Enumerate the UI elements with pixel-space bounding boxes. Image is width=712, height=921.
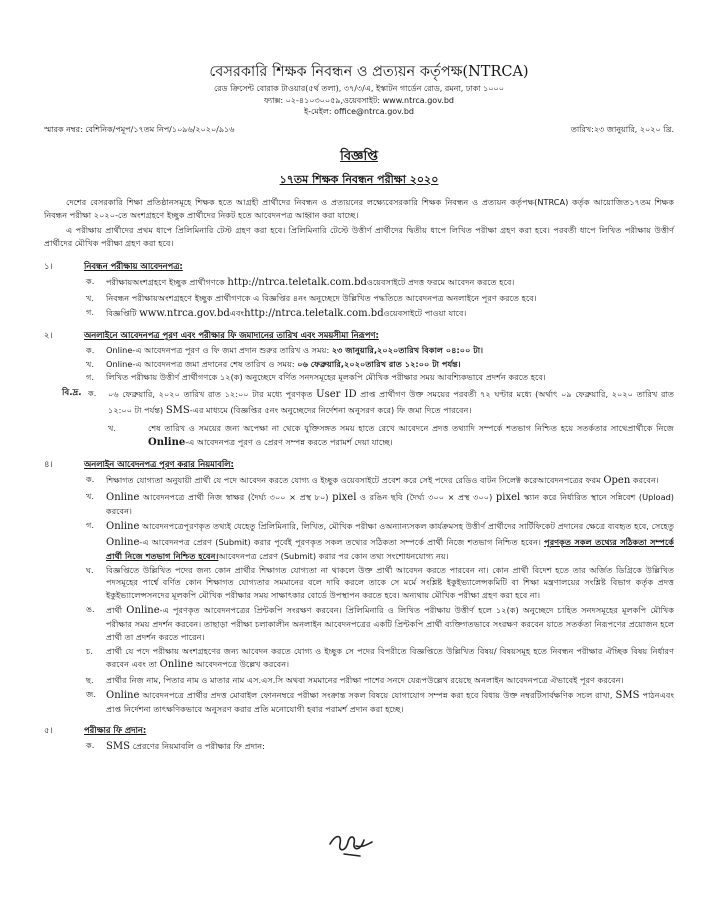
teletalk-link[interactable]: http://ntrca.teletalk.com.bd <box>227 277 367 289</box>
start-date: ২৩ জানুয়ারি,২০২০তারিখ বিকাল ০৪:০০ টা। <box>331 345 484 355</box>
memo-date: তারিখ:২৩ জানুয়ারি, ২০২০ খ্রি. <box>570 124 674 134</box>
section-number: ৪। <box>44 459 53 470</box>
notice-title: বিজ্ঞপ্তি <box>340 148 378 164</box>
section-heading: অনলাইন আবেদনপত্র পূরণ করার নিয়মাবলি: <box>84 459 234 470</box>
organization-name: বেসরকারি শিক্ষক নিবন্ধন ও প্রত্যয়ন কর্তৃপক্ষ(NTRCA) <box>209 64 529 80</box>
list-item: চ. প্রার্থী যে পদে পরীক্ষায় অংশগ্রহণের জন্য আবেদন করতে যোগ্য ও ইচ্ছুক সে পদের বিপরীতে বিজ্ঞপ্তিতে উল্লিখিত বিষয়/ বিষয়সমূহ হতে নিবন্ধন পরীক্ষার ঐচ্ছিক বিষয় নির্ধারণ করবেন এবং তা Online আবেদনপত্রে উল্লেখ করবেন। <box>86 645 674 671</box>
list-item: খ. Online-এ আবেদনপত্র জমা প্রদানের শেষ তারিখ ও সময়: ০৬ ফেব্রুয়ারি,২০২০তারিখ রাত ১২:০০ টা পর্যন্ত। <box>86 358 461 369</box>
ntrca-link[interactable]: www.ntrca.gov.bd <box>139 307 230 319</box>
list-item: গ. Online আবেদনপত্রেপূরণকৃত তথ্যই যেহেতু প্রিলিমিনারি, লিখিত, মৌখিক পরীক্ষা ওঅন্যান্যসকল কার্যক্রমসহ উত্তীর্ণ প্রার্থীদের সার্টিফিকেট প্রদানের ক্ষেত্রে ব্যবহৃত হবে, সেহেতু Online-এ আবেদনপত্র প্রেরণ (Submit) করার পূর্বেই পূরণকৃত সকল তথ্যের সঠিকতা সম্পর্কে প্রার্থী নিজে শতভাগ নিশ্চিত হবেন। পূরণকৃত সকল তথ্যের সঠিকতা সম্পর্কে প্রার্থী নিজে শতভাগ নিশ্চিত হবেন।আবেদনপত্র প্রেরণ (Submit) করার পর কোন তথ্য সংশোধনযোগ্য নয়। <box>86 520 674 562</box>
list-item: গ. লিখিত পরীক্ষায় উত্তীর্ণ প্রার্থীগণকে ১২(ক) অনুচ্ছেদে বর্ণিত সনদসমূহের মূলকপি মৌখিক পরীক্ষার সময় আবশ্যিকভাবে প্রদর্শন করতে হবে। <box>86 372 546 383</box>
email-address: ই-মেইল: office@ntrca.gov.bd <box>304 107 414 117</box>
note-block: বি.দ্র. ক. ০৬ ফেব্রুয়ারি, ২০২০ তারিখ রাত ১২:০০ টার মধ্যে পূরণকৃত User ID প্রাপ্ত প্রার্থীগণ উক্ত সময়ের পরবর্তী ৭২ ঘণ্টার মধ্যে (অর্থাৎ ০৯ ফেব্রুয়ারি, ২০২০ তারিখ রাত ১২:০০ টা পর্যন্ত) SMS-এর মাধ্যমে (বিজ্ঞপ্তির ৫নং অনুচ্ছেদের নির্দেশনা অনুসরণ করে) ফি জমা দিতে পারবেন। খ. শেষ তারিখ ও সময়ের জন্য অপেক্ষা না থেকে যুক্তিসঙ্গত সময় হাতে রেখে আবেদনে প্রদত্ত তথ্যাদি সম্পর্কে শতভাগ নিশ্চিত হয়ে সতর্কতার সাথেপ্রার্থীকে নিজে Online-এ আবেদনপত্র পূরণ ও প্রেরণ সম্পন্ন করতে পরামর্শ দেয়া যাচ্ছে। <box>44 387 674 450</box>
note-tag: বি.দ্র. <box>62 388 82 399</box>
office-address: রেড ক্রিসেন্ট বোরাক টাওয়ার(৫র্থ তলা), ৩৭/৩/এ, ইস্কাটন গার্ডেন রোড, রমনা, ঢাকা ১০০০ <box>214 84 504 94</box>
section-2 <box>44 329 674 384</box>
memo-number: স্মারক নম্বর: বেশিনিক/পমূপ/১৭তম নিপ/১০৯৬/২০২০/৯১৬ <box>44 124 235 134</box>
list-item: ক. শিক্ষাগত যোগ্যতা অনুযায়ী প্রার্থী যে পদে আবেদন করতে যোগ্য ও ইচ্ছুক ওয়েবসাইটে প্রবেশ করে সেই পদের রেডিও বাটন সিলেক্ট করেআবেদনপত্রের ফরম Open করবেন। <box>86 474 659 487</box>
section-5 <box>44 724 674 755</box>
letterhead <box>44 62 674 118</box>
list-item: খ. Online আবেদনপত্রে প্রার্থী নিজ স্বাক্ষর (দৈর্ঘ্য ৩০০ × প্রস্থ ৮০) pixel ও রঙিন ছবি (দৈর্ঘ্য ৩০০ × প্রস্থ ৩০০) pixel স্ক্যান করে নির্ধারিত স্থানে সন্নিবেশ (Upload) করবেন। <box>86 490 674 517</box>
signature-icon <box>326 826 376 864</box>
section-number: ১। <box>44 261 53 272</box>
list-item: গ. বিজ্ঞপ্তিটি www.ntrca.gov.bdএবংhttp://ntrca.teletalk.com.bdওয়েবসাইটে পাওয়া যাবে। <box>86 306 467 319</box>
memo-row <box>44 124 674 137</box>
teletalk-link[interactable]: http://ntrca.teletalk.com.bd <box>244 307 384 319</box>
warning-text: পূরণকৃত সকল তথ্যের সঠিকতা সম্পর্কে প্রার্থী নিজে শতভাগ নিশ্চিত হবেন। <box>106 536 674 562</box>
note-item: খ. শেষ তারিখ ও সময়ের জন্য অপেক্ষা না থেকে যুক্তিসঙ্গত সময় হাতে রেখে আবেদনে প্রদত্ত তথ্যাদি সম্পর্কে শতভাগ নিশ্চিত হয়ে সতর্কতার সাথেপ্রার্থীকে নিজে Online-এ আবেদনপত্র পূরণ ও প্রেরণ সম্পন্ন করতে পরামর্শ দেয়া যাচ্ছে। <box>108 423 674 448</box>
intro-paragraph-2: এ পরীক্ষায় প্রার্থীদের প্রথম ধাপে প্রিলিমিনারি টেস্ট গ্রহণ করা হবে। প্রিলিমিনারি টেস্টে উত্তীর্ণ প্রার্থীদের দ্বিতীয় ধাপে লিখিত পরীক্ষা গ্রহণ করা হবে। পরবর্তী ধাপে লিখিত পরীক্ষায় উত্তীর্ণ প্রার্থীদের মৌখিক পরীক্ষা গ্রহণ করা হবে। <box>44 225 674 249</box>
section-heading: পরীক্ষার ফি প্রদান: <box>84 724 147 735</box>
fax-website: ফ্যাক্স: ০২-৪১০৩০০৫৯,ওয়েবসাইট: www.ntrca.gov.bd <box>263 95 455 105</box>
section-number: ৫। <box>44 724 53 735</box>
section-heading: অনলাইনে আবেদনপত্র পূরণ এবং পরীক্ষার ফি জমাদানের তারিখ এবং সময়সীমা নিরূপণ: <box>84 330 379 340</box>
list-item: ছ. প্রার্থীর নিজ নাম, পিতার নাম ও মাতার নাম এস.এস.সি অথবা সমমানের পরীক্ষা পাশের সনদে যেরূপউল্লেখ রয়েছে অনলাইন আবেদনপত্রে ঐভাবেই পূরণ করবেন। <box>86 674 624 685</box>
list-item: জ. Online আবেদনপত্রে প্রার্থীর প্রদত্ত মোবাইল ফোননম্বরে পরীক্ষা সংক্রান্ত সকল বিষয়ে যোগাযোগ সম্পন্ন করা হবে বিধায় উক্ত নম্বরটিসার্বক্ষণিক সচল রাখা, SMS পাঠনএবং প্রাপ্ত নির্দেশনা তাৎক্ষণিকভাবে অনুসরণ করার প্রতি মনোযোগী হবার পরামর্শ প্রদান করা হচ্ছে। <box>86 688 675 715</box>
section-heading: নিবন্ধন পরীক্ষায় আবেদনপত্র: <box>84 261 183 272</box>
list-item: ক. পরীক্ষায়অংশগ্রহণে ইচ্ছুক প্রার্থীগণকে http://ntrca.teletalk.com.bdওয়েবসাইটে প্রদত্ত ফরমে আবেদন করতে হবে। <box>86 276 515 289</box>
end-date: ০৬ ফেব্রুয়ারি,২০২০তারিখ রাত ১২:০০ টা পর্যন্ত। <box>297 358 461 369</box>
section-number: ২। <box>44 330 53 340</box>
list-item: ঙ. প্রার্থী Online-এ পূরণকৃত আবেদনপত্রের প্রিন্টকপি সংরক্ষণ করবেন। প্রিলিমিনারি ও লিখিত পরীক্ষায় উত্তীর্ণ হলে ১২(ক) অনুচ্ছেদে চাহিত সনদসমূহের মূলকপি মৌখিক পরীক্ষার সময় প্রদর্শন করবেন। তাছাড়া পরীক্ষা চলাকালীন অনলাইন আবেদনপত্রের একটি প্রিন্টকপি প্রার্থী ব্যক্তিগতভাবে সংরক্ষণ করবেন যাতে সতর্কতা নিরূপণের প্রয়োজন হলে প্রার্থী তা প্রদর্শন করতে পারেন। <box>86 603 674 643</box>
list-item: ক. SMS প্রেরণের নিয়মাবলি ও পরীক্ষার ফি প্রদান: <box>86 739 265 752</box>
list-item: ক. Online-এ আবেদনপত্র পূরণ ও ফি জমা প্রদান শুরুর তারিখ ও সময়: ২৩ জানুয়ারি,২০২০তারিখ বিকাল ০৪:০০ টা। <box>86 345 484 355</box>
section-4 <box>44 458 674 716</box>
list-item: খ. নিবন্ধন পরীক্ষায়অংশগ্রহণে ইচ্ছুক প্রার্থীগণকে এ বিজ্ঞপ্তির ৪নং অনুচ্ছেদে উল্লিখিত পদ্ধতিতে আবেদনপত্র অনলাইনে পূরণ করতে হবে। <box>86 292 537 303</box>
intro-paragraph-1: দেশের বেসরকারি শিক্ষা প্রতিষ্ঠানসমূহে শিক্ষক হতে আগ্রহী প্রার্থীদের নিবন্ধন ও প্রত্যয়নের লক্ষ্যেবেসরকারি শিক্ষক নিবন্ধন ও প্রত্যয়ন কর্তৃপক্ষ(NTRCA) কর্তৃক আয়োজিত১৭তম শিক্ষক নিবন্ধন পরীক্ষা ২০২০-তে অংশগ্রহণে ইচ্ছুক প্রার্থীদের নিকট হতে আবেদনপত্র আহ্বান করা যাচ্ছে। <box>44 196 674 220</box>
section-1 <box>44 260 674 321</box>
list-item: ঘ. বিজ্ঞপ্তিতে উল্লিখিত পদের জন্য কোন প্রার্থীর শিক্ষাগত যোগ্যতা না থাকলে উক্ত প্রার্থী আবেদন করতে পারবেন না। কোন প্রার্থী বিদেশ হতে তার অর্জিত ডিগ্রিকে উল্লিখিত পদসমূহের পার্শ্বে বর্ণিত কোন শিক্ষাগত যোগ্যতার সমমানের বলে দাবি করলে তাকে সে মর্মে সংশ্লিষ্ট ইকুইভ্যালেন্সকমিটি বা শিক্ষা মন্ত্রণালয়ের সংশ্লিষ্ট বিভাগ কর্তৃক প্রদত্ত ইকুইভ্যালেন্সসনদের মূলকপি মৌখিক পরীক্ষার সময় সাক্ষাৎকার বোর্ডে উপস্থাপন করতে হবে। অন্যথায় মৌখিক পরীক্ষা গ্রহণ করা হবে না। <box>86 564 674 601</box>
notice-subtitle: ১৭তম শিক্ষক নিবন্ধন পরীক্ষা ২০২০ <box>279 172 439 186</box>
